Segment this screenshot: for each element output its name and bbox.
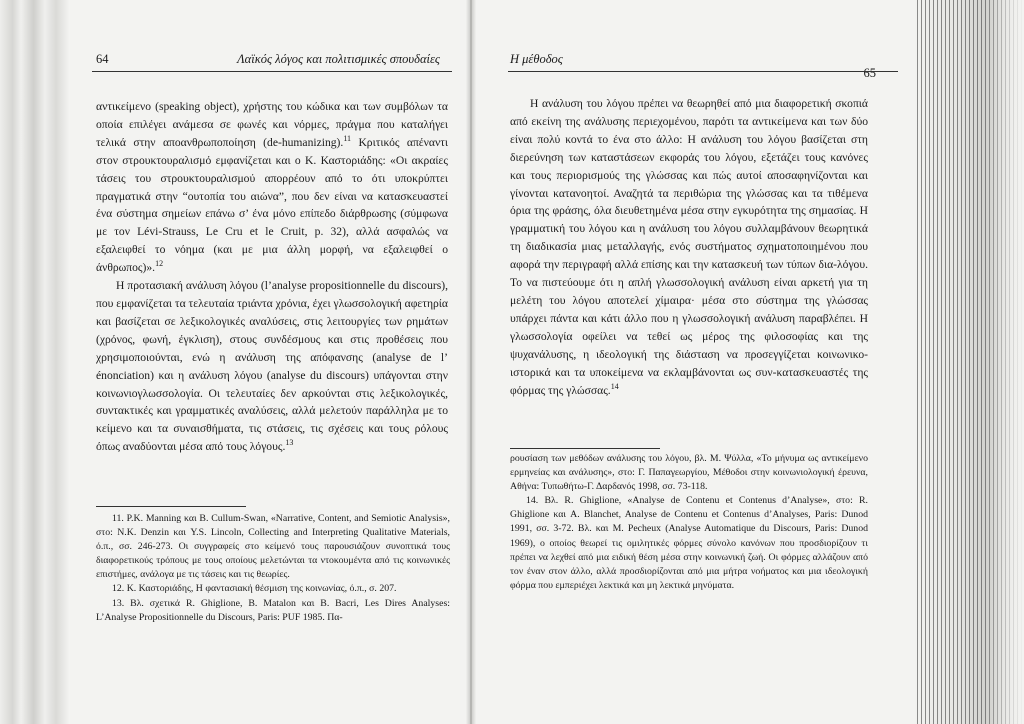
footnote-14: 14. Βλ. R. Ghiglione, «Analyse de Contenu et Contenus d’Analyse», στο: R. Ghiglione και A. Blanchet, Analyse de Contenu et Contenus d’Analyses, Paris: Dunod 1991, σσ. 3-72. Βλ. και M. Pecheux (Analyse Automatique du Discours, Paris: Dunod 1969), ο οποίος θεωρεί τις ομιλητικές φόρμες σύνολο κανόνων που προσδιορίζουν τι πρέπει να λεχθεί από μια ειδική θέση μέσα στην κοινωνική ζωή. Οι φόρμες αλλάζουν από τον έναν στον άλλο, αλλά προσδιορίζονται από μια μήτρα νοήματος και μια ιδεολογική φόρμα που εμπεριέχει λεκτικά και μη λεκτικά μηνύματα. [510, 495, 868, 591]
left-page [70, 0, 466, 724]
scan-right-edge [914, 0, 1024, 724]
left-footnote-rule [96, 506, 246, 507]
left-body-text [96, 98, 448, 456]
footnote-13-continued: ρουσίαση των μεθόδων ανάλυσης του λόγου, βλ. Μ. Ψύλλα, «Το μήνυμα ως αντικείμενο ερμηνείας και ανάλυσης», στο: Γ. Παπαγεωργίου, Μέθοδοι στην κοινωνιολογική έρευνα, Αθήνα: Τυπωθήτω-Γ. Δαρδανός 1998, σσ. 73-118. [510, 453, 868, 493]
footnote-ref-12: 12 [155, 259, 164, 269]
right-running-head: Η μέθοδος [510, 52, 563, 66]
footnote-ref-11: 11 [343, 133, 352, 143]
right-header-rule [508, 71, 898, 72]
right-page-number: 65 [863, 66, 876, 80]
scan-left-edge [0, 0, 70, 724]
right-footnote-rule [510, 448, 660, 449]
book-gutter [466, 0, 476, 724]
footnote-12: 12. Κ. Καστοριάδης, Η φαντασιακή θέσμιση της κοινωνίας, ό.π., σ. 207. [112, 583, 397, 595]
footnote-ref-13: 13 [285, 438, 294, 448]
left-header-rule [92, 71, 452, 72]
left-paragraph-1: αντικείμενο (speaking object), χρήστης του κώδικα και των συμβόλων τα οποία επιλέγει ανάμεσα σε φωνές και νόρμες, πράγμα που καταλήγει τελικά στην αποανθρωποποίηση (de-humanizing).$^{11}$ Κριτικός απέναντι στον στρουκτουραλισμό εμφανίζεται και ο Κ. Καστοριάδης: «Οι ακραίες τάσεις του στρουκτουραλισμού απορρέουν από το ότι υποκρύπτει πραγματικά στην “ουτοπία του αιώνα”, που δεν είναι να κατασκευαστεί ένα σύστημα σημείων επάνω σ’ ένα μόνο επίπεδο διάρθρωσης (σύμφωνα με τον Lévi-Strauss, Le Cru et le Cruit, p. 32), αλλά ασφαλώς να εξαλειφθεί το νόημα (και με μια άλλη μορφή, να εξαλειφθεί ο άνθρωπος)».$^{12}$ [96, 100, 448, 275]
footnote-13: 13. Βλ. σχετικά R. Ghiglione, B. Matalon και B. Bacri, Les Dires Analyses: L’Analyse Propositionnelle du Discours, Paris: PUF 1985. Πα- [96, 597, 450, 623]
right-paragraph-1: Η ανάλυση του λόγου πρέπει να θεωρηθεί από μια διαφορετική σκοπιά από εκείνη της ανάλυσης περιεχομένου, παρότι τα αντικείμενα και των δύο είναι πολύ κοντά το ένα στο άλλο: Η ανάλυση του λόγου βασίζεται στη διερεύνηση των καταστάσεων εκφοράς του λόγου, εξετάζει τους κανόνες και τους περιορισμούς της γλώσσας και πώς αυτοί αποσαφηνίζονται και γίνονται κατανοητοί. Αναζητά τα περιθώρια της γλώσσας και τα τιθέμενα όρια της φράσης, όλα διευθετημένα μέσα στην εγκυρότητα της σημασίας. Η γραμματική του λόγου και η ανάλυση του λόγου συλλαμβάνουν θεωρητικά τη διαδικασία μιας μεταλλαγής, ενός συστήματος σχηματοποιημένου που αφορά την περιγραφή αλλά επίσης και την κατασκευή των τύπων δια-λόγου. Το να πιστεύουμε ότι η απλή γλωσσολογική ανάλυση είναι αρκετή για τη μελέτη του λόγου αποτελεί χίμαιρα· μέσα στο σύστημα της γλώσσας υπάρχει πάντα και κάτι άλλο που η γλωσσολογική ανάλυση παραβλέπει. Η γλωσσολογία οφείλει να τεθεί ως μέρος της φιλοσοφίας και της ψυχανάλυσης, η ιδεολογική της διάσταση να προσεγγίζεται κοινωνικο-ιστορικά και τα υποκείμενα να εκλαμβάνονται ως συν-κατασκευαστές της φόρμας της γλώσσας.$^{14}$ [510, 97, 868, 397]
footnote-11: 11. P.K. Manning και B. Cullum-Swan, «Narrative, Content, and Semiotic Analysis», στο: N.K. Denzin και Y.S. Lincoln, Collecting and Interpreting Qualitative Materials, ό.π., σσ. 246-273. Οι συγγραφείς στο κείμενό τους παρουσιάζουν συνοπτικά τους διαφορετικούς τρόπους με τους οποίους μελετώνται τα ντοκουμέντα από τις κοινωνικές επιστήμες, ανάλογα με τις τάσεις και τις θεωρίες. [96, 513, 450, 581]
right-footnotes [510, 452, 868, 593]
left-running-head: Λαϊκός λόγος και πολιτισμικές σπουδαίες [237, 52, 440, 66]
left-paragraph-2: Η προτασιακή ανάλυση λόγου (l’analyse propositionnelle du discours), που εμφανίζεται τα τελευταία τριάντα χρόνια, έχει γλωσσολογική αφετηρία και βασίζεται σε λεξικολογικές αναλύσεις, στις λειτουργίες των ρημάτων (χρόνος, φωνή, έγκλιση), στους συνδέσμους και στις προθέσεις που χρησιμοποιούνται, ενώ η ανάλυση της απόφανσης (analyse de l’ énonciation) και η ανάλυση λόγου (analyse du discours) υπάγονται στην κοινωνιογλωσσολογία. Οι τελευταίες δεν αρκούνται στις λεξικολογικές, συντακτικές και γραμματικές αναλύσεις, αλλά μελετούν παράλληλα με το κείμενο και τα συναισθήματα, τις στάσεις, τις σχέσεις και τους ρόλους όπως αναδύονται μέσα από τους λόγους.$^{13}$ [96, 279, 448, 454]
left-page-number: 64 [96, 52, 109, 66]
footnote-ref-14: 14 [610, 381, 619, 391]
left-footnotes [96, 512, 450, 625]
right-body-text [510, 95, 868, 399]
right-page [476, 0, 914, 724]
